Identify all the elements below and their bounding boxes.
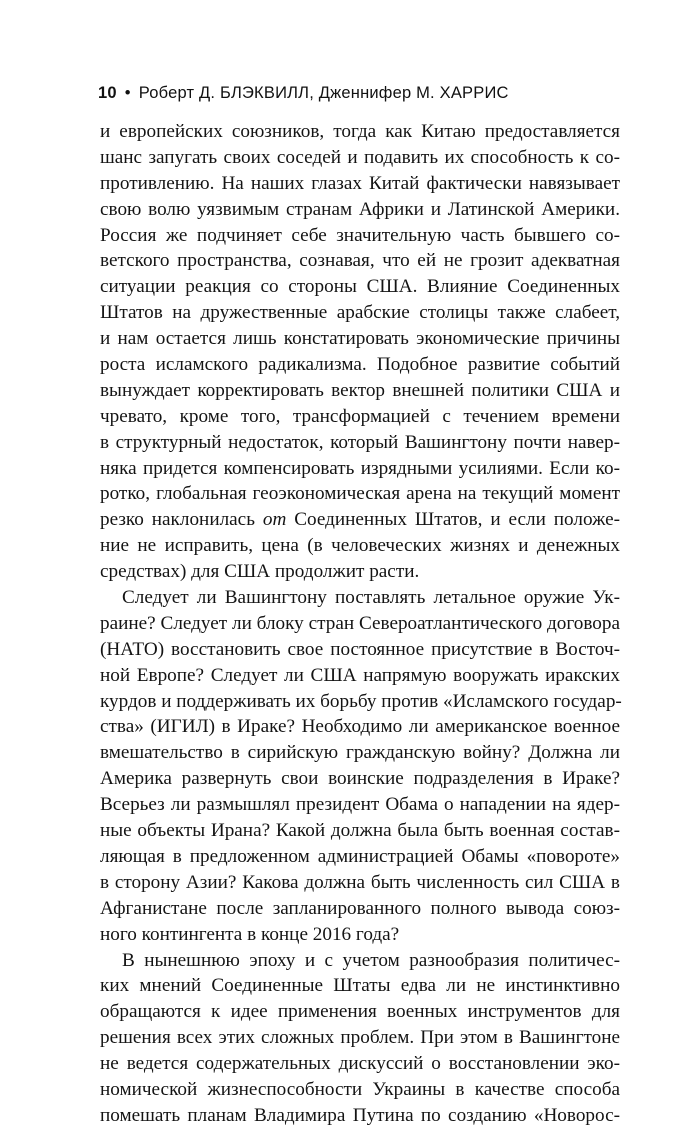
text-line: ветского пространства, сознавая, что ей не грозит адекватная <box>100 250 620 272</box>
text-line-with-emphasis <box>100 507 620 533</box>
text-line: средствах) для США продолжит расти. <box>100 561 420 583</box>
text-line: обращаются к идее применения военных инструментов для <box>100 1001 620 1023</box>
text-segment: Соединенных Штатов, и если положе- <box>286 509 620 531</box>
text-line: ких мнений Соединенные Штаты едва ли не инстинктивно <box>100 975 620 997</box>
header-bullet: • <box>124 84 131 102</box>
text-line: свою волю уязвимым странам Африки и Латинской Америки. <box>100 198 620 220</box>
text-line: решения всех этих сложных проблем. При этом в Вашингтоне <box>100 1027 620 1049</box>
text-line: помешать планам Владимира Путина по созданию «Новорос- <box>100 1104 620 1126</box>
text-line: Следует ли Вашингтону поставлять летальное оружие Ук- <box>122 587 620 609</box>
text-segment: резко наклонилась <box>100 509 263 531</box>
text-line: (НАТО) восстановить свое постоянное присутствие в Восточ- <box>100 638 620 660</box>
paragraph-1 <box>100 119 620 585</box>
text-line: Штатов на дружественные арабские столицы также слабеет, <box>100 302 620 324</box>
text-line: вмешательство в сирийскую гражданскую войну? Должна ли <box>100 742 620 764</box>
text-line: Россия же подчиняет себе значительную часть бывшего со- <box>100 224 620 246</box>
text-line: не ведется содержательных дискуссий о восстановлении эко- <box>100 1053 620 1075</box>
text-line: Всерьез ли размышлял президент Обама о нападении на ядер- <box>100 794 620 816</box>
text-line: курдов и поддерживать их борьбу против «Исламского государ- <box>100 690 622 712</box>
running-header <box>98 84 509 103</box>
text-line: чревато, кроме того, трансформацией с течением времени <box>100 405 620 427</box>
text-line: вынуждает корректировать вектор внешней политики США и <box>100 379 620 401</box>
text-line: ляющая в предложенном администрацией Обамы «повороте» <box>100 845 620 867</box>
text-line: ротко, глобальная геоэкономическая арена на текущий момент <box>100 483 620 505</box>
text-line: ные объекты Ирана? Какой должна была быть военная состав- <box>100 820 620 842</box>
text-line: шанс запугать своих соседей и подавить их способность к со- <box>100 146 620 168</box>
paragraph-3 <box>100 948 620 1129</box>
text-line: няка придется компенсировать изрядными усилиями. Если ко- <box>100 457 620 479</box>
text-line: роста исламского радикализма. Подобное развитие событий <box>100 354 620 376</box>
text-line: В нынешнюю эпоху и с учетом разнообразия политичес- <box>122 949 620 971</box>
text-line: ного контингента в конце 2016 года? <box>100 923 400 945</box>
page-number: 10 <box>98 84 117 102</box>
text-line: раине? Следует ли блоку стран Североатлантического договора <box>100 612 620 634</box>
header-authors: Роберт Д. БЛЭКВИЛЛ, Дженнифер М. ХАРРИС <box>138 84 509 102</box>
text-line: номической жизнеспособности Украины в качестве способа <box>100 1078 620 1100</box>
text-line: в структурный недостаток, который Вашингтону почти навер- <box>100 431 620 453</box>
text-line: ситуации реакция со стороны США. Влияние Соединенных <box>100 276 620 298</box>
body-text <box>100 119 620 1129</box>
text-line: в сторону Азии? Какова должна быть численность сил США в <box>100 871 620 893</box>
text-line: ной Европе? Следует ли США напрямую вооружать иракских <box>100 664 620 686</box>
paragraph-2 <box>100 585 620 947</box>
text-line: ние не исправить, цена (в человеческих жизнях и денежных <box>100 535 620 557</box>
text-line: ства» (ИГИЛ) в Ираке? Необходимо ли американское военное <box>100 716 620 738</box>
emphasis-word: от <box>262 509 287 531</box>
text-line: и нам остается лишь констатировать экономические причины <box>100 328 620 350</box>
text-line: противлению. На наших глазах Китай фактически навязывает <box>100 172 620 194</box>
text-line: Афганистане после запланированного полного вывода союз- <box>100 897 620 919</box>
text-line: и европейских союзников, тогда как Китаю предоставляется <box>100 121 620 142</box>
text-line: Америка развернуть свои воинские подразделения в Ираке? <box>100 768 620 790</box>
